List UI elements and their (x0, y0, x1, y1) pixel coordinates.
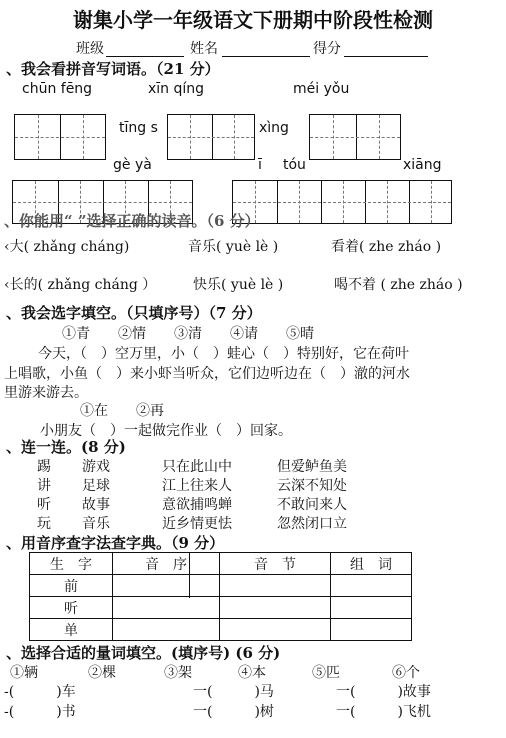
fill-item[interactable]: 一( )飞机 (336, 704, 431, 720)
option: ⑥个 (392, 665, 420, 681)
char-cell: 前 (30, 575, 113, 597)
name-label: 姓名 (190, 41, 218, 57)
answer-cell[interactable] (220, 575, 331, 597)
dictionary-table (29, 552, 412, 641)
match-item[interactable]: 讲 (37, 478, 51, 494)
choice-item[interactable]: ‹长的( zhǎng cháng ） (4, 277, 157, 293)
section-1-heading: 、我会看拼音写词语。（21 分） (6, 60, 220, 78)
char-cell: 听 (30, 597, 113, 619)
stray-line (189, 552, 190, 598)
section-6-heading: 、选择合适的量词填空。(填序号) (6 分) (6, 644, 281, 662)
option: ②棵 (88, 665, 116, 681)
answer-cell[interactable] (331, 597, 412, 619)
char-cell: 单 (30, 619, 113, 641)
match-item[interactable]: 但爱鲈鱼美 (277, 459, 347, 475)
table-row (30, 597, 412, 619)
match-item[interactable]: 不敢问来人 (277, 497, 347, 513)
fill-item[interactable]: -( )书 (4, 704, 76, 720)
answer-cell[interactable] (331, 575, 412, 597)
match-item[interactable]: 音乐 (82, 516, 110, 532)
match-item[interactable]: 云深不知处 (277, 478, 347, 494)
section-5-heading: 、用音序查字法查字典。（9 分） (6, 534, 225, 552)
pinyin: xiāng (403, 157, 442, 173)
pinyin: tīng s (119, 120, 158, 136)
pinyin: xìng (259, 120, 289, 136)
table-row (30, 575, 412, 597)
match-item[interactable]: 游戏 (82, 459, 110, 475)
options-line: ①在 ②再 (80, 403, 164, 419)
table-row (30, 619, 412, 641)
page-title: 谢集小学一年级语文下册期中阶段性检测 (73, 8, 433, 32)
answer-cell[interactable] (113, 619, 220, 641)
answer-cell[interactable] (220, 619, 331, 641)
header-cell: 组 词 (331, 553, 412, 575)
paragraph-line: 今天，（ ）空万里，小（ ）蛙心（ ）特别好，它在荷叶 (38, 346, 409, 362)
match-item[interactable]: 忽然闭口立 (277, 516, 347, 532)
fill-item[interactable]: 一( )树 (193, 704, 274, 720)
pinyin: xīn qíng (148, 81, 205, 97)
section-2-heading: 、你能用“ ”选择正确的读音。（6 分） (4, 212, 260, 230)
match-item[interactable]: 只在此山中 (162, 459, 232, 475)
match-item[interactable]: 玩 (37, 516, 51, 532)
pinyin: méi yǒu (293, 81, 350, 97)
match-item[interactable]: 江上往来人 (162, 478, 232, 494)
class-label: 班级 (76, 41, 104, 57)
answer-cell[interactable] (113, 597, 220, 619)
writing-grid[interactable] (14, 114, 106, 160)
answer-cell[interactable] (113, 575, 220, 597)
pinyin: ī (258, 157, 262, 173)
match-item[interactable]: 足球 (82, 478, 110, 494)
pinyin: chūn fēng (22, 81, 93, 97)
header-cell: 生 字 (30, 553, 113, 575)
section-4-heading: 、连一连。(8 分) (6, 438, 126, 456)
option: ①辆 (10, 665, 38, 681)
table-header-row (30, 553, 412, 575)
match-item[interactable]: 听 (37, 497, 51, 513)
header-cell: 音 序 (113, 553, 220, 575)
paragraph-line: 小朋友（ ）一起做完作业（ ）回家。 (40, 423, 292, 439)
fill-item[interactable]: 一( )故事 (336, 684, 431, 700)
answer-cell[interactable] (220, 597, 331, 619)
option: ④本 (238, 665, 266, 681)
option: ⑤匹 (312, 665, 340, 681)
paragraph-line: 里游来游去。 (4, 385, 88, 401)
match-item[interactable]: 近乡情更怯 (162, 516, 232, 532)
writing-grid[interactable] (232, 180, 452, 224)
option: ③架 (164, 665, 192, 681)
choice-item[interactable]: 音乐( yuè lè ) (188, 239, 279, 255)
class-blank[interactable] (106, 43, 184, 57)
fill-item[interactable]: -( )车 (4, 684, 76, 700)
choice-item[interactable]: 快乐( yuè lè ) (193, 277, 284, 293)
fill-item[interactable]: 一( )马 (193, 684, 274, 700)
match-item[interactable]: 故事 (82, 497, 110, 513)
writing-grid[interactable] (167, 114, 255, 160)
options-line: ①青 ②情 ③清 ④请 ⑤晴 (62, 326, 314, 342)
match-item[interactable]: 踢 (37, 459, 51, 475)
header-cell: 音 节 (220, 553, 331, 575)
writing-grid[interactable] (309, 114, 401, 160)
match-item[interactable]: 意欲捕鸣蝉 (162, 497, 232, 513)
section-3-heading: 、我会选字填空。（只填序号）（7 分） (6, 304, 262, 322)
score-label: 得分 (313, 41, 341, 57)
score-blank[interactable] (344, 43, 428, 57)
paragraph-line: 上唱歌，小鱼（ ）来小虾当听众，它们边听边在（ ）澈的河水 (4, 366, 410, 382)
choice-item[interactable]: 看着( zhe zháo ) (331, 239, 442, 255)
choice-item[interactable]: ‹大( zhǎng cháng) (4, 239, 130, 255)
pinyin: tóu (283, 157, 306, 173)
answer-cell[interactable] (331, 619, 412, 641)
name-blank[interactable] (222, 43, 310, 57)
choice-item[interactable]: 喝不着 ( zhe zháo ) (334, 277, 463, 293)
pinyin: gè yà (113, 157, 152, 173)
